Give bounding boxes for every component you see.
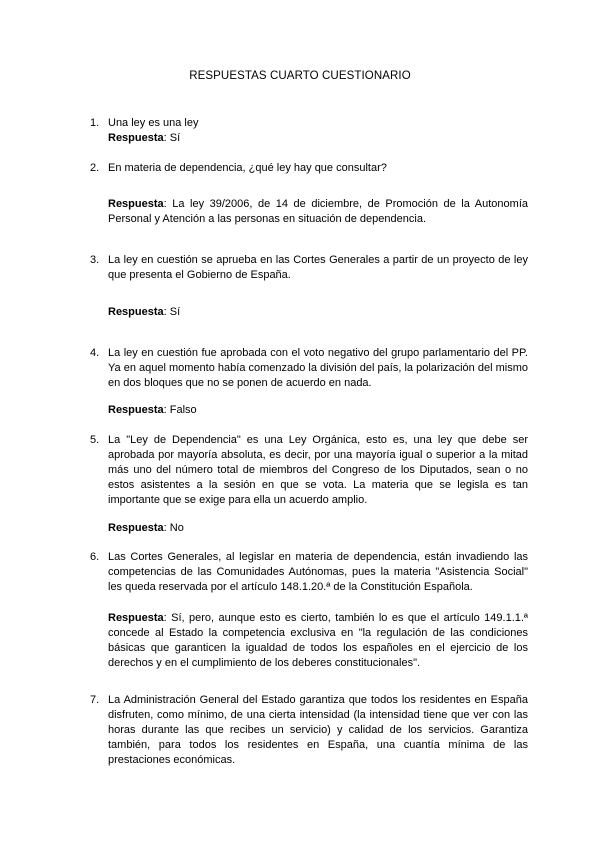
answer-text: : Sí: [163, 132, 181, 144]
question-text: Las Cortes Generales, al legislar en materia de dependencia, están invadiendo las competencias de las Comunidades Autónomas, pues la materia "Asistencia Social" les queda reservada por el artículo 148.1.20.ª de la Constitución Española.: [108, 551, 528, 593]
question-1: [90, 116, 528, 131]
question-text: La Administración General del Estado garantiza que todos los residentes en España disfruten, como mínimo, de una cierta intensidad (la intensidad tiene que ver con las horas durante las que recibes un servicio) y calidad de los servicios. Garantiza también, para todos los residentes en España, una cuantía mínima de las prestaciones económicas.: [108, 694, 528, 766]
question-3: [90, 253, 528, 283]
answer-text: : Sí: [163, 306, 181, 318]
answer-label: Respuesta: [108, 404, 164, 416]
answer-text: : La ley 39/2006, de 14 de diciembre, de Promoción de la Autonomía Personal y Atención a las personas en situación de dependencia.: [108, 198, 528, 225]
question-text: La "Ley de Dependencia" es una Ley Orgánica, esto es, una ley que debe ser aprobada por mayoría absoluta, es decir, por una mayoría igual o superior a la mitad más uno del número total de miembros del Congreso de los Diputados, sean o no estos asistentes a la sesión en que se vota. La materia que se legisla es tan importante que se exige para ella un acuerdo amplio.: [108, 434, 528, 506]
question-6: [90, 550, 528, 595]
question-number: 2.: [90, 162, 100, 174]
answer-text: : No: [163, 522, 184, 534]
question-text: Una ley es una ley: [108, 117, 199, 129]
question-4: [90, 346, 528, 391]
document-title: RESPUESTAS CUARTO CUESTIONARIO: [189, 70, 411, 82]
question-number: 5.: [90, 434, 100, 446]
answer-label: Respuesta: [108, 612, 164, 624]
question-text: En materia de dependencia, ¿qué ley hay que consultar?: [108, 162, 387, 174]
answer-label: Respuesta: [108, 522, 164, 534]
question-text: La ley en cuestión fue aprobada con el voto negativo del grupo parlamentario del PP. Ya en aquel momento había comenzado la división del país, la polarización del mismo en dos bloques que no se ponen de acuerdo en nada.: [108, 347, 528, 389]
question-text: La ley en cuestión se aprueba en las Cortes Generales a partir de un proyecto de ley que presenta el Gobierno de España.: [108, 254, 528, 281]
question-number: 7.: [90, 694, 100, 706]
answer-text: : Sí, pero, aunque esto es cierto, también lo es que el artículo 149.1.1.ª concede al Estado la competencia exclusiva en "la regulación de las condiciones básicas que garanticen la igualdad de todos los españoles en el ejercicio de los derechos y en el cumplimiento de los deberes constitucionales".: [108, 612, 528, 669]
answer-1: [108, 131, 528, 146]
answer-3: [108, 305, 528, 320]
question-number: 3.: [90, 254, 100, 266]
question-number: 6.: [90, 551, 100, 563]
answer-6: [108, 611, 528, 671]
answer-label: Respuesta: [108, 306, 164, 318]
question-7: [90, 693, 528, 768]
answer-5: [108, 521, 528, 536]
answer-label: Respuesta: [108, 198, 164, 210]
question-5: [90, 433, 528, 508]
answer-label: Respuesta: [108, 132, 164, 144]
answer-text: : Falso: [163, 404, 197, 416]
question-number: 4.: [90, 347, 100, 359]
answer-2: [108, 197, 528, 227]
answer-4: [108, 403, 528, 418]
question-2: [90, 161, 528, 176]
question-number: 1.: [90, 117, 100, 129]
